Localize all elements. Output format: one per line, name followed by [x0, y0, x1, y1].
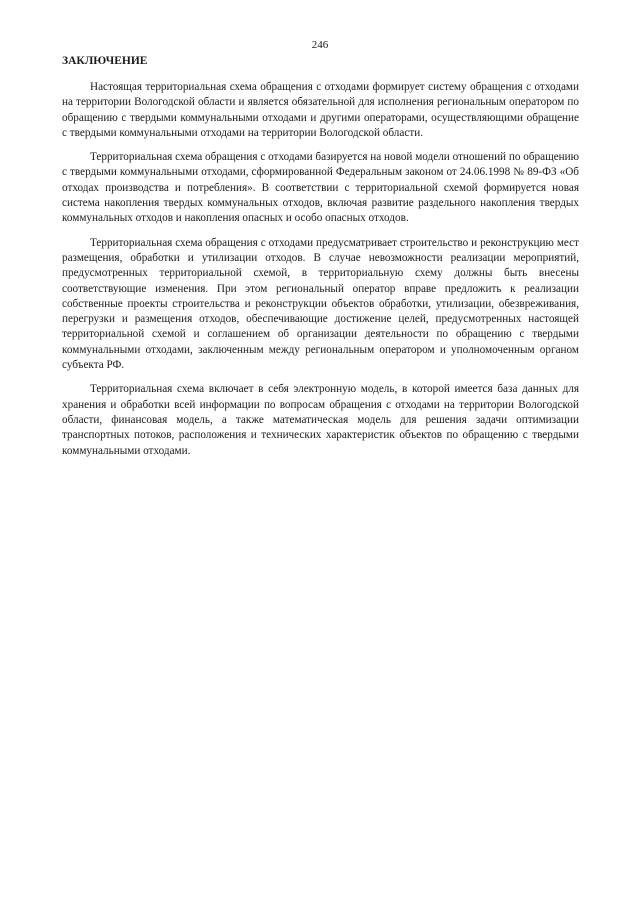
page-number: 246: [311, 39, 329, 51]
section-heading: ЗАКЛЮЧЕНИЕ: [62, 55, 148, 67]
paragraph-2: Территориальная схема обращения с отходами базируется на новой модели отношений по обращению с твердыми коммунальными отходами, сформированной Федеральным законом от 24.06.1998 № 89-ФЗ «Об отходах производства и потребления». В соответствии с территориальной схемой формируется новая система накопления твердых коммунальных отходов, включая развитие раздельного накопления твердых коммунальных отходов и накопления опасных и особо опасных отходов.: [62, 151, 579, 225]
paragraph-4: Территориальная схема включает в себя электронную модель, в которой имеется база данных для хранения и обработки всей информации по вопросам обращения с отходами на территории Вологодской области, финансовая модель, а также математическая модель для решения задачи оптимизации транспортных потоков, расположения и технических характеристик объектов по обращению с твердыми коммунальными отходами.: [62, 383, 579, 457]
body-text: [62, 80, 579, 468]
paragraph-3: Территориальная схема обращения с отходами предусматривает строительство и реконструкцию мест размещения, обработки и утилизации отходов. В случае невозможности реализации мероприятий, предусмотренных территориальной схемой, в территориальную схему должны быть внесены соответствующие изменения. При этом региональный оператор вправе предложить к реализации собственные проекты строительства и реконструкции объектов обработки, утилизации, обезвреживания, перегрузки и размещения отходов, обеспечивающие достижение целей, предусмотренных настоящей территориальной схемой и соглашением об организации деятельности по обращению с твердыми коммунальными отходами, заключенным между региональным оператором и уполномоченным органом субъекта РФ.: [62, 236, 579, 372]
paragraph-1: Настоящая территориальная схема обращения с отходами формирует систему обращения с отходами на территории Вологодской области и является обязательной для исполнения региональным оператором по обращению с твердыми коммунальными отходами и другими операторами, осуществляющими обращение с твердыми коммунальными отходами на территории Вологодской области.: [62, 81, 579, 139]
